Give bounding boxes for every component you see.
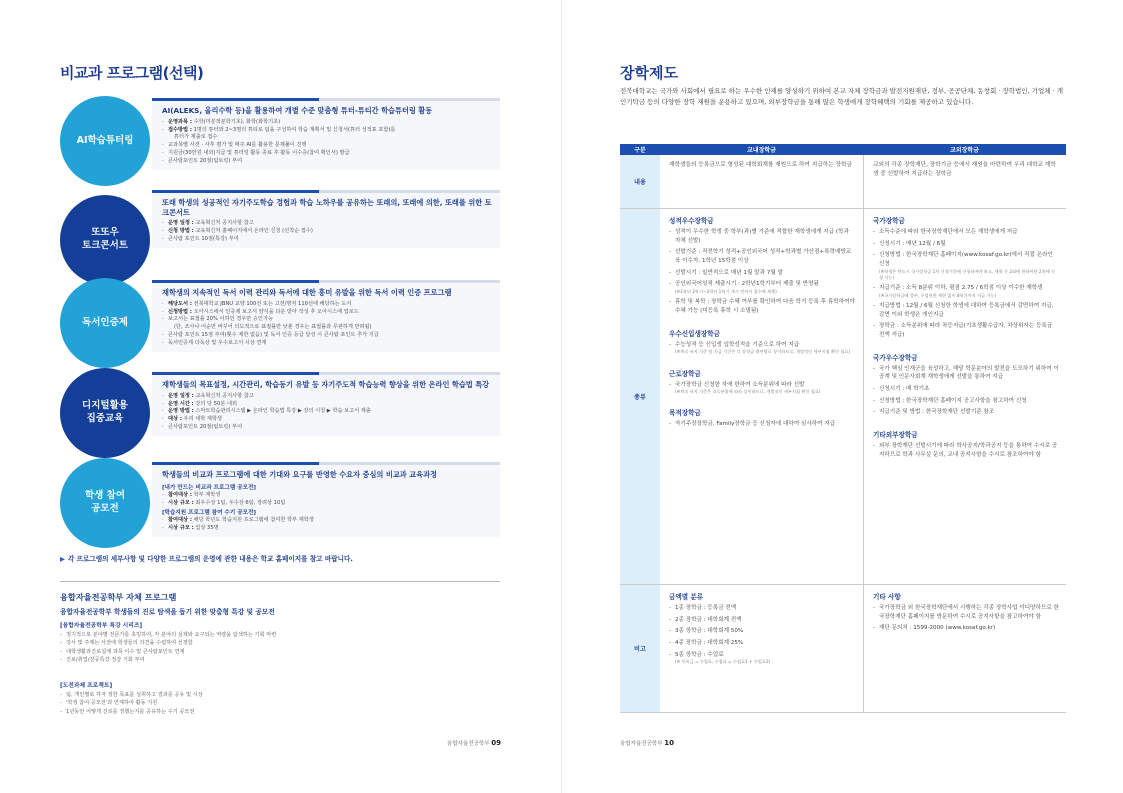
- list-item: - 3종 장학금 : 대학회계 50%: [669, 627, 856, 636]
- program-list: [162, 220, 492, 243]
- table-row: [620, 209, 1066, 585]
- list-item: - 소득수준에 따라 한국장학재단에서 모든 재학생에게 지급: [873, 228, 1059, 237]
- list-item: · 지원금(30만원 내외)지급 및 튜터링 활동 종료 후 활동 이수증(참여 확인서) 발급: [162, 150, 492, 158]
- list-item: · 시상 규모 : 입상 35명: [162, 525, 492, 533]
- program-circle: 또또우 토크콘서트: [60, 195, 150, 285]
- program-subheading: [내가 만드는 비교과 프로그램 공모전]: [162, 484, 256, 491]
- program-list: [162, 119, 492, 166]
- row-label: 내용: [620, 155, 660, 208]
- program-heading: 재학생의 지속적인 독서 이력 관리와 독서에 대한 흥미 유발을 위한 독서 이력 인증 프로그램: [162, 288, 452, 297]
- list-item: · 참여대상 : 해당 학년도 학습지원 프로그램에 참여한 학부 재학생: [162, 517, 492, 525]
- note-title: 기타 사항: [873, 593, 901, 601]
- program-talk-concert: [60, 190, 500, 280]
- list-item: - 선발시기 : 일반적으로 매년 1월 말과 7월 말: [669, 269, 856, 278]
- table-row: [620, 585, 1066, 713]
- list-item: · 신청 방법 : 교육혁신처 홈페이지에서 온라인 신청 (선착순 접수): [162, 228, 492, 236]
- list-item: - 2종 장학금 : 대학회계 전액: [669, 616, 856, 625]
- program-circle: 독서인증제: [60, 278, 150, 368]
- row-label: 종류: [620, 209, 660, 584]
- scholarship-title: 기타외부장학금: [873, 431, 918, 440]
- list-item: - 국가 핵심 인재군을 육성하고, 해당 학문분야의 발전을 도모하기 위하여 이 공계 및 인문사회계 재학생에게 선발을 통하여 지급: [873, 365, 1059, 382]
- table-cell: 재학생들의 등록금으로 형성된 대학회계를 재원으로 하여 지급하는 장학금: [669, 162, 852, 168]
- list-item: - 진로/취업/전공특강 정강 기회 부여: [60, 656, 360, 664]
- scholarship-title: 근로장학금: [669, 369, 701, 378]
- program-digital-edu: [60, 368, 500, 458]
- list-item: 튜터가 제출로 접수: [174, 134, 218, 141]
- table-cell: [660, 209, 863, 584]
- row-label: 비고: [620, 585, 660, 712]
- program-circle: AI학습튜터링: [60, 96, 150, 186]
- scholarship-title: 국가장학금: [873, 217, 905, 225]
- list-item: - 신청시기 : 매년 12월 / 6월: [873, 240, 1059, 249]
- list-item: - 지급기준 : 소득 8분위 이하, 평점 2.75 / 6학점 이상 이수한 재학생 (※국가장학금에 경우, 수업연한 제한 없이 8학기까지 지급 가능): [873, 284, 1059, 299]
- divider: [60, 581, 500, 582]
- program-heading: AI(ALEKS, 올리수학 등)을 활용하여 개별 수준 맞춤형 튜터-튜티간 학습튜터링 활동: [162, 106, 433, 115]
- list-item: (단, 조사나 어순만 바꾸어 의도적으로 표절률만 낮춘 경우는 표절률과 무관하게 반려됨): [174, 324, 372, 331]
- list-item: · 보고서는 표절률 20% 이하인 경우만 승인가능: [162, 316, 492, 324]
- list-item: - 국가장학금 외 한국장학재단에서 시행하는 각종 장학사업 이디양하므로 한국장학재단 홈페이지를 방문하여 수시로 공지사항을 참고하여야 함: [873, 604, 1059, 621]
- list-item: - 강사 및 주제는 사전에 학생들의 의견을 수렴하여 선정함: [60, 639, 360, 647]
- table-cell: [660, 585, 863, 712]
- list-item: - 외부 장학재단 선발시기에 따라 학사공지/학과공지 등을 통하여 수시로 공지하므로 학과 사무실 문의, 교내 공지사항을 수시로 참조하여야 함: [873, 442, 1059, 459]
- triangle-icon: ▶: [60, 555, 65, 563]
- list-item: · 시상 규모 : 최우수상 1팀, 우수상 6팀, 장려상 10팀: [162, 500, 492, 508]
- program-ai-tutoring: [60, 96, 500, 186]
- header-cell: 교외장학금: [950, 147, 979, 154]
- table-row: [620, 155, 1066, 209]
- list-item: · 운영 일정 : 교육혁신처 공지사항 참고: [162, 220, 492, 228]
- header-cell: 구분: [634, 147, 646, 154]
- list-item: · 큰사람포인트 20점(팀토링) 부여: [162, 424, 492, 432]
- scholarship-title: 우수신입생장학금: [669, 329, 720, 338]
- list-item: - 정기적으로 분야별 전문가를 초빙하여, 각 분야의 실제와 요구되는 역량을 탐색하는 기회 마련: [60, 631, 360, 639]
- table-header: [620, 144, 1066, 155]
- scholarship-title: 국가우수장학금: [873, 353, 918, 362]
- list-item: - 성적이 우수한 학생 중 학부(과)별 기준에 적합한 재학생에게 지급 (학과 자체 선발): [669, 228, 856, 245]
- list-item: - 재단 문의처 : 1599-2000 (www.kosaf.go.kr): [873, 624, 1059, 633]
- list-item: - 수능성적 등 신입생 입학성적을 기준으로 하여 지급 (※계속 유지 기준 및 지급 기간은 각 장학금 출연별로 상이하므로, 개별적인 세부지침 확인 필요): [669, 341, 856, 356]
- list-item: - 지급기준 및 방법 : 한국장학재단 선발기준 참조: [873, 408, 1059, 417]
- own-program-subtitle: 융합자율전공학부 학생들의 진로 탐색을 돕기 위한 맞춤형 특강 및 공모전: [60, 608, 275, 616]
- list-item: · 큰사람 포인트 10점(특강) 부여: [162, 236, 492, 244]
- list-item: · 해당도서 : 전북대학교 JBNU 교양 100선 또는 고전/명저 110선에 해당하는 도서: [162, 301, 492, 309]
- list-item: · 신청방법 : 오아시스에서 인증제 보고서 양식을 다운 받아 작성 후 오아시스에 업로드: [162, 309, 492, 317]
- list-item: · 큰사람 포인트 15점 부여(횟수 제한 없음) 및 독서 인증 등급 달성 시 큰사람 포인트 추가 지급: [162, 332, 492, 340]
- program-heading: 학생들의 비교과 프로그램에 대한 기대와 요구를 반영한 수요자 중심의 비교과 교육과정: [162, 470, 437, 479]
- challenge-project-block: [60, 680, 360, 716]
- list-item: · 교과목별 사전 · 사후 평가 및 매주 AI를 활용한 문제풀이 진행: [162, 142, 492, 150]
- list-item: - 신청방법 : 한국장학재단 홈페이지(www.kosaf.go.kr)에서 직접 온라인 신청 (※학생은 반드시 국가장학금 1차 신청기간에 신청하여야 하고, 재학 중 2회에 한하여만 2차에 신청 가능): [873, 251, 1059, 281]
- list-item: - 1년동안 어떻게 진로를 정했는지를 공유하는 수기 공모전: [60, 708, 360, 716]
- program-contest: [60, 458, 500, 550]
- intro-paragraph: 전북대학교는 국가와 사회에서 필요로 하는 우수한 인재를 양성하기 위하여 본교 자체 장학금과 발전지원재단, 정부, 공공단체, 동창회 · 장학법인, 기업체 · 개인기탁금 등의 다양한 장학 재원을 운용하고 있으며, 외부장학금을 통해 많은 학생에게 장학혜택의 기회를 제공하고 있습니다.: [620, 87, 1064, 107]
- scholarship-title: 성적우수장학금: [669, 217, 714, 225]
- list-item: - '학생 참여 공모전'과 연계하여 활동 지원: [60, 699, 360, 707]
- header-cell: 교내장학금: [747, 147, 776, 154]
- program-panel: [152, 98, 500, 170]
- list-item: - 공인외국어성적 제출시기 : 2학년1학기부터 제출 및 반영됨 (※1학년 2학기~2학년 1학기 개시 전까지 접수에 제출): [669, 280, 856, 295]
- program-reading-cert: [60, 278, 500, 370]
- program-panel: [152, 462, 500, 537]
- right-page: [562, 0, 1123, 793]
- list-item: · 큰사람포인트 20점(팀토링) 부여: [162, 158, 492, 166]
- list-item: - 국가장학금 신청한 자에 한하여 소득분위에 따라 선발 (※계속 유지 기준은 소득분위에 따라 상이하므로, 개별적인 세부지침 확인 필요): [669, 381, 856, 396]
- program-list: [162, 492, 492, 508]
- scholarship-table: [620, 144, 1066, 713]
- list-item: · 참여대상 : 학부 재학생: [162, 492, 492, 500]
- list-item: - 자기주장장학금, Family장학금 등 신청자에 대하여 심사하여 지급: [669, 420, 856, 429]
- list-item: · 운영 시간 : 강의 당 50분 내외: [162, 401, 492, 409]
- note-title: 금액별 분류: [669, 593, 704, 601]
- own-program-title: 융합자율전공학부 자체 프로그램: [60, 592, 177, 602]
- list-item: - 대학생활과진로설계 과목 이수 및 큰사람포인트 연계: [60, 648, 360, 656]
- list-item: - 1종 장학금 : 등록금 전액: [669, 604, 856, 613]
- program-list: [162, 301, 492, 348]
- list-item: - 선발기준 : 직전학기 성적+공인외국어 성적+학과별 가산점+폭력예방교육 이수자, 1학년 15학점 이상: [669, 248, 856, 265]
- list-item: - 신청방법 : 한국장학재단 홈페이지 공고사항을 참고하여 신청: [873, 397, 1059, 406]
- program-list: [162, 517, 492, 533]
- list-item: · 접수방법 : 1명의 튜터와 2~3명의 튜티로 팀을 구성하여 학습 계획서 및 신청서(튜터 성적표 포함)를: [162, 127, 492, 135]
- program-circle: 학생 참여 공모전: [60, 458, 150, 548]
- list-item: · 대상 : 우리 대학 재학생: [162, 416, 492, 424]
- list-item: · 운영과목 : 수학(미분적분학기초), 화학(화학기초): [162, 119, 492, 127]
- program-panel: [152, 372, 500, 436]
- list-item: - 지급방법 : 12월 / 6월 신청한 학생에 대하여 등록금에서 감면하여 지급, 감면 이외 학생은 개인지급: [873, 302, 1059, 319]
- program-list: [162, 393, 492, 432]
- left-page-title: 비교과 프로그램(선택): [60, 64, 204, 82]
- page-number: 융합자율전공학부 10: [620, 739, 675, 747]
- table-cell: 교외의 각종 장학재단, 장학기금 등에서 재원을 마련하여 우리 대학교 재학생 중 선발하여 지급하는 장학금: [863, 155, 1066, 208]
- lecture-series-block: [60, 620, 360, 664]
- program-notice: ▶ 각 프로그램의 세부사항 및 다양한 프로그램의 운영에 관한 내용은 학교 홈페이지를 참고 바랍니다.: [60, 555, 353, 563]
- list-item: - 휴학 및 복학 : 장학금 수혜 여부를 확인하여 다음 학기 등록 후 휴학하여야 수혜 가능 (미등록 휴학 시 소멸됨): [669, 298, 856, 315]
- table-cell: [863, 585, 1066, 712]
- program-panel: [152, 280, 500, 352]
- list-item: - 신청시기 : 매 학기초: [873, 385, 1059, 394]
- block-heading: [융합자율전공학부 특강 시리즈]: [60, 623, 143, 629]
- list-item: - 팀, 개인별로 각자 정한 목표를 성취하고 결과를 공유 및 시상: [60, 691, 360, 699]
- block-heading: [도전과제 프로젝트]: [60, 683, 113, 689]
- page-number: 융합자율전공학부 09: [447, 739, 502, 747]
- list-item: · 운영 일정 : 교육혁신처 공지사항 참고: [162, 393, 492, 401]
- program-heading: 재학생들의 목표설정, 시간관리, 학습동기 유발 등 자기주도적 학습능력 향상을 위한 온라인 학습법 특강: [162, 380, 490, 389]
- list-item: · 운영 방법 : 스마트학습관리시스템 ▶ 온라인 학습법 특강 ▶ 강의 시청 ▶ 학습 보고서 제출: [162, 408, 492, 416]
- scholarship-title: 목적장학금: [669, 409, 701, 418]
- table-cell: [863, 209, 1066, 584]
- program-heading: 또래 학생의 성공적인 자기주도학습 경험과 학습 노하우를 공유하는 또래의, 또래에 의한, 또래를 위한 토크콘서트: [162, 198, 492, 217]
- program-subheading: [학습지원 프로그램 참여 수기 공모전]: [162, 510, 256, 517]
- list-item: - 4종 장학금 : 대학회계 25%: [669, 639, 856, 648]
- program-circle: 디지털활용 집중교육: [60, 368, 150, 458]
- list-item: · 독서인증제 다독상 및 우수보고서 시상 연계: [162, 340, 492, 348]
- right-page-title: 장학제도: [620, 64, 678, 82]
- program-panel: [152, 190, 500, 248]
- list-item: - 장학금 : 소득분위에 따라 차등지급(기초생활수급자, 차상위자는 등록금 전액 지급): [873, 322, 1059, 339]
- list-item: - 5종 장학금 : 수업료 (※ 등록금 = 수업료, 수업료 = 수업료1 + 수업료2): [669, 651, 856, 666]
- left-page: [0, 0, 561, 793]
